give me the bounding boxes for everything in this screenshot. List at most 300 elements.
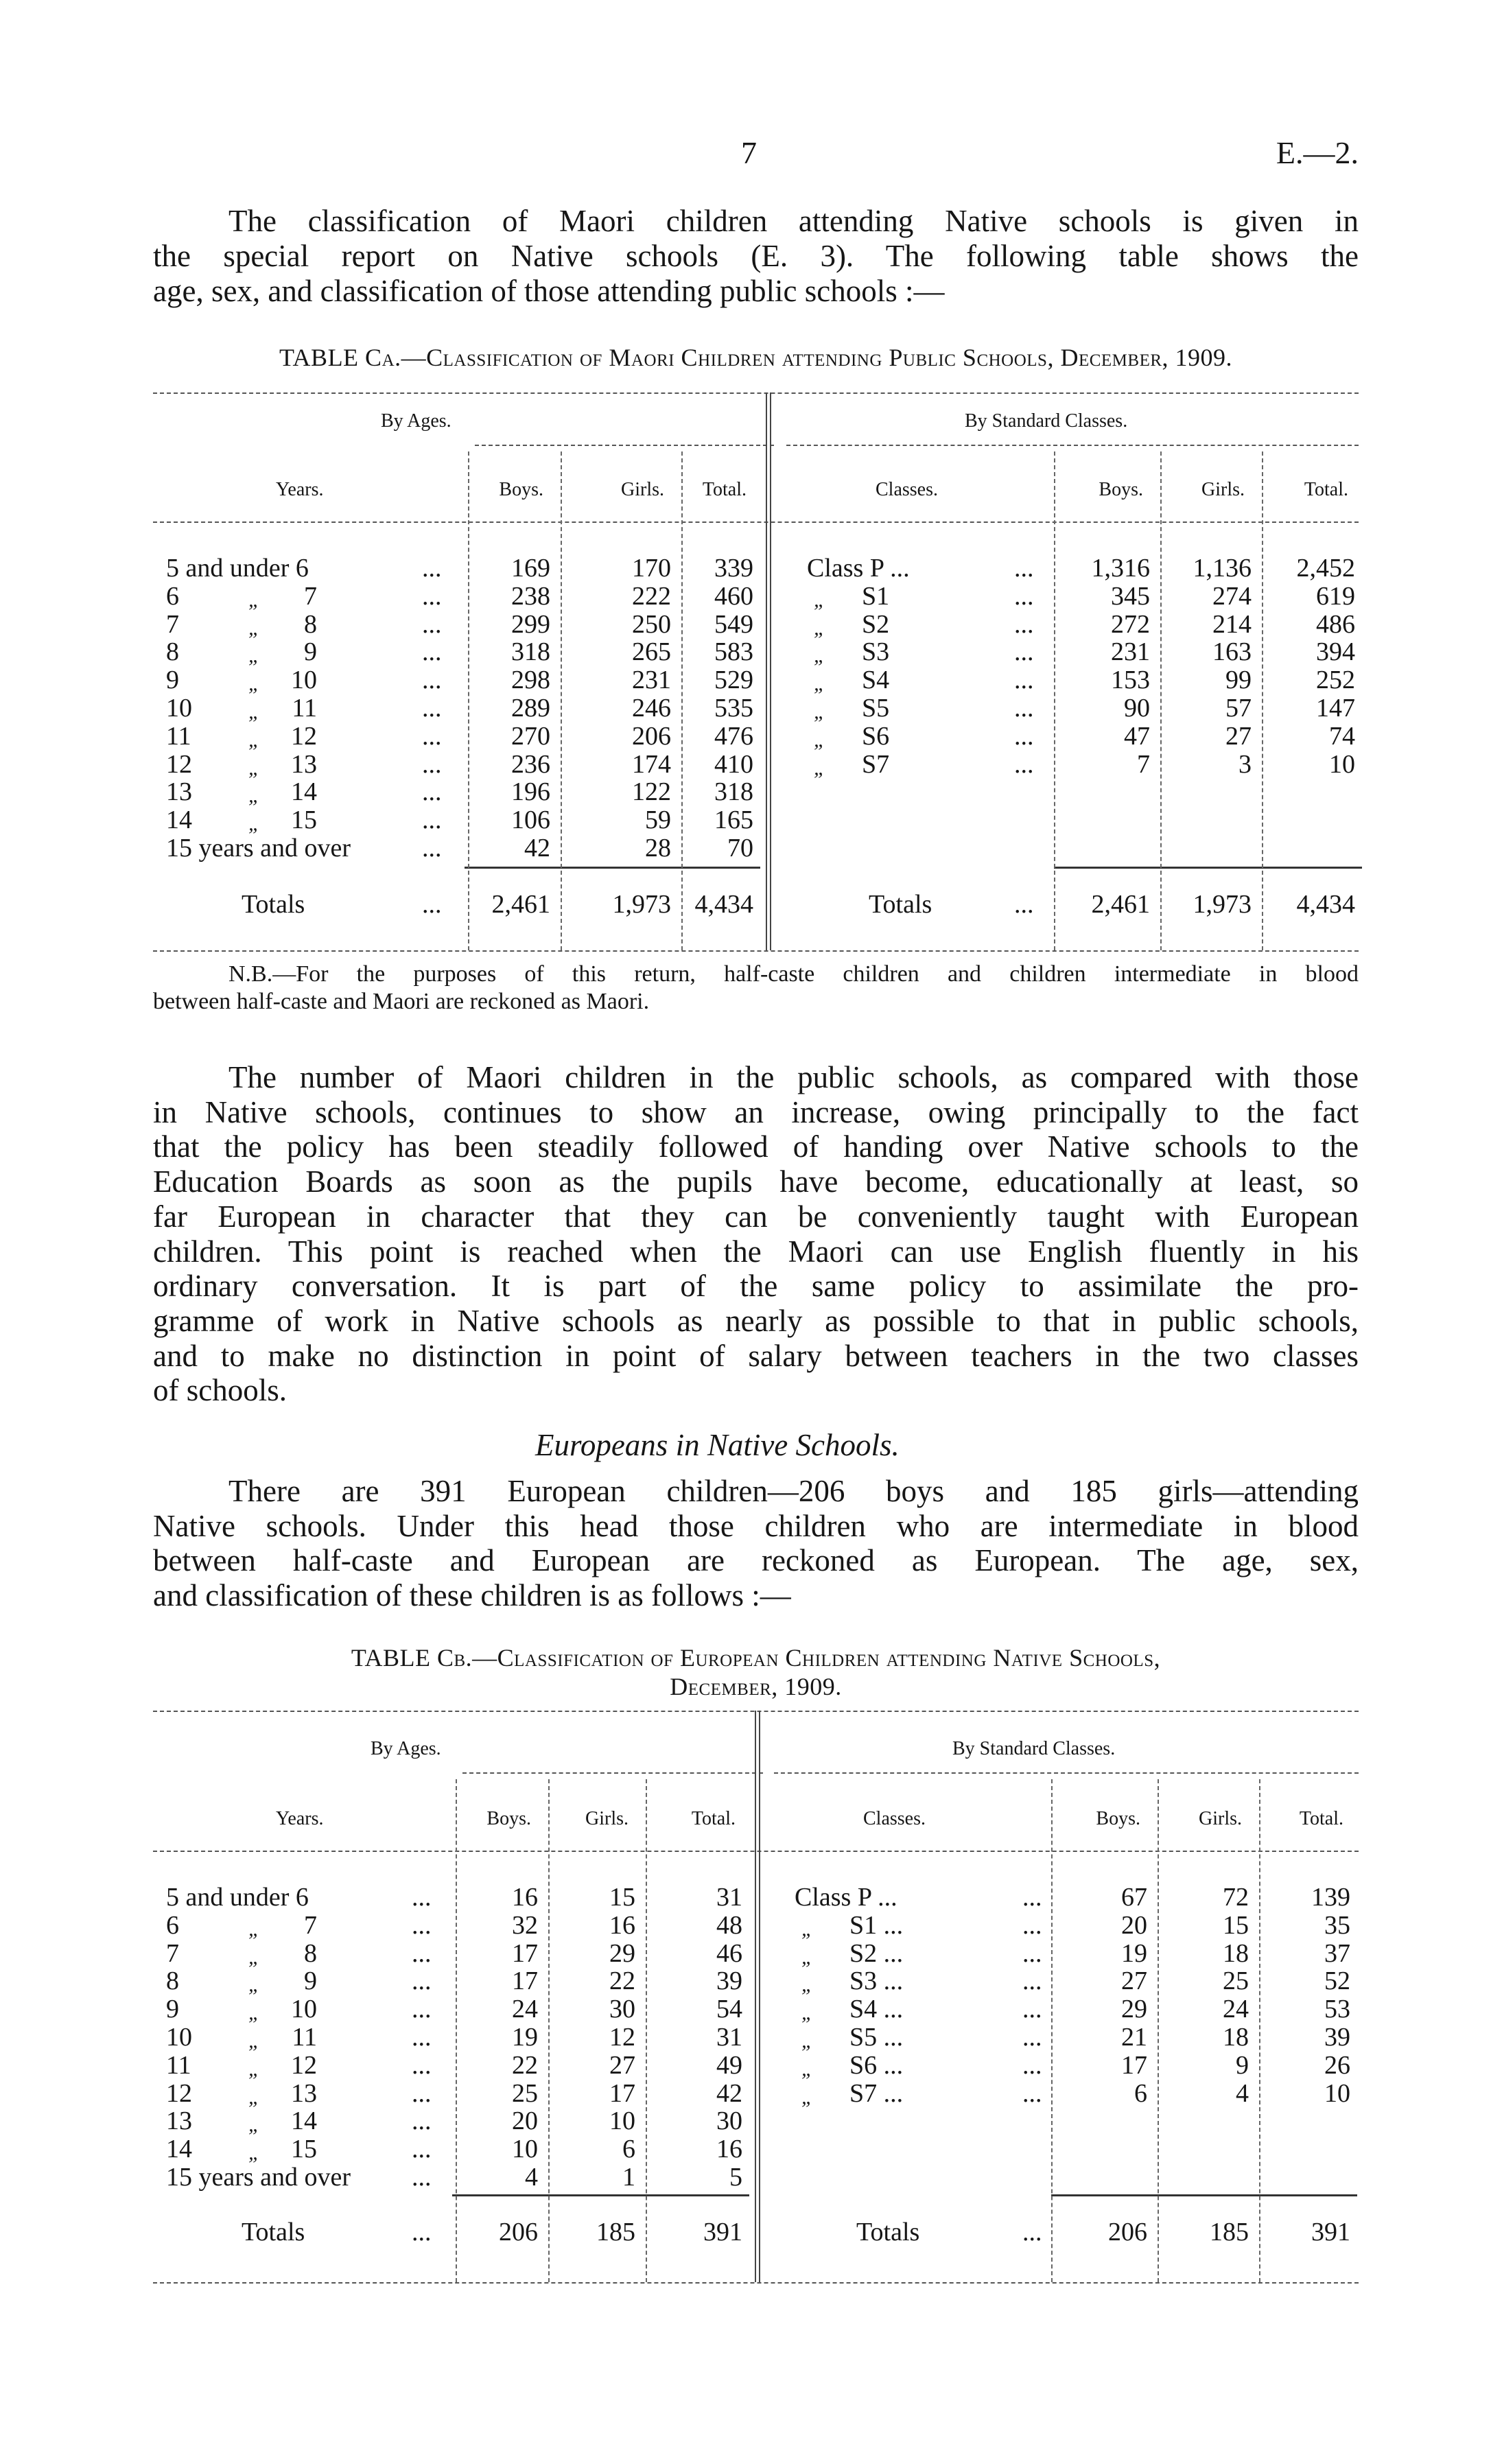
total-count: 583 xyxy=(714,637,753,667)
section-divider xyxy=(770,392,771,950)
girls-count: 265 xyxy=(632,637,671,667)
boys-count: 169 xyxy=(511,554,550,583)
ditto-mark: „ xyxy=(814,728,825,751)
leader-dots: ... xyxy=(1022,2023,1042,2052)
total-count: 339 xyxy=(714,554,753,583)
header-rule xyxy=(153,521,1359,523)
leader-dots: ... xyxy=(422,581,442,611)
girls-count: 231 xyxy=(632,666,671,695)
girls-count: 12 xyxy=(609,2023,635,2052)
years-from: 6 xyxy=(166,581,179,611)
maori-paragraph-line: that the policy has been steadily followed of handing over Native schools to the xyxy=(153,1129,1359,1164)
years-from: 11 xyxy=(166,2050,191,2080)
ditto-mark: „ xyxy=(801,1945,813,1969)
years-to: 14 xyxy=(291,777,317,807)
europeans-paragraph-line: There are 391 European children—206 boys and 185 girls—attending xyxy=(228,1474,1359,1508)
boys-count: 25 xyxy=(512,2078,538,2108)
girls-count: 274 xyxy=(1212,581,1252,611)
table-bottom-rule xyxy=(153,950,1359,952)
total-count: 619 xyxy=(1316,581,1355,611)
years-label: 15 years and over xyxy=(166,834,351,863)
class-label: S7 xyxy=(862,749,890,779)
boys-count: 270 xyxy=(511,721,550,751)
ditto-mark: „ xyxy=(248,784,260,808)
leader-dots: ... xyxy=(422,777,442,807)
boys-count: 318 xyxy=(511,637,550,667)
ditto-mark: „ xyxy=(814,644,825,668)
years-from: 13 xyxy=(166,2107,192,2136)
girls-count: 4 xyxy=(1236,2078,1249,2108)
years-to: 9 xyxy=(304,1967,317,1996)
boys-count: 16 xyxy=(512,1883,538,1912)
girls-count: 15 xyxy=(1223,1910,1249,1940)
intro-paragraph-line: the special report on Native schools (E. 3). The following table shows the xyxy=(153,239,1359,273)
column-divider xyxy=(1158,1779,1159,2282)
table-bottom-rule xyxy=(153,2282,1359,2284)
total-count: 54 xyxy=(716,1995,742,2024)
leader-dots: ... xyxy=(1022,2050,1042,2080)
column-divider xyxy=(1259,1779,1260,2282)
group-rule-right xyxy=(774,1772,1359,1774)
leader-dots: ... xyxy=(422,806,442,835)
girls-count: 30 xyxy=(609,1995,635,2024)
total-count: 70 xyxy=(727,834,753,863)
group-header-by-standard-classes: By Standard Classes. xyxy=(965,410,1128,432)
leader-dots: ... xyxy=(412,1995,432,2024)
europeans-paragraph-line: Native schools. Under this head those children who are intermediate in blood xyxy=(153,1508,1359,1543)
leader-dots: ... xyxy=(422,890,442,919)
boys-count: 7 xyxy=(1137,749,1150,779)
ditto-mark: „ xyxy=(814,672,825,696)
ditto-mark: „ xyxy=(248,672,260,696)
ditto-mark: „ xyxy=(248,1973,260,1997)
leader-dots: ... xyxy=(422,609,442,639)
years-to: 7 xyxy=(304,581,317,611)
total-count: 252 xyxy=(1316,666,1355,695)
class-label: S6 ... xyxy=(849,2050,904,2080)
years-to: 13 xyxy=(291,749,317,779)
leader-dots: ... xyxy=(412,2023,432,2052)
girls-count: 163 xyxy=(1212,637,1252,667)
ditto-mark: „ xyxy=(248,2002,260,2025)
column-header-total: Total. xyxy=(1299,1808,1343,1829)
ditto-mark: „ xyxy=(248,616,260,640)
total-count: 39 xyxy=(716,1967,742,1996)
column-header-years: Years. xyxy=(276,479,324,500)
girls-count: 18 xyxy=(1223,2023,1249,2052)
class-label: S3 xyxy=(862,637,890,667)
leader-dots: ... xyxy=(1022,1910,1042,1940)
girls-count: 57 xyxy=(1225,694,1252,723)
class-label: S5 xyxy=(862,694,890,723)
ditto-mark: „ xyxy=(801,1973,813,1997)
total-count: 37 xyxy=(1324,1938,1350,1968)
ditto-mark: „ xyxy=(801,1917,813,1940)
boys-count: 47 xyxy=(1124,721,1150,751)
leader-dots: ... xyxy=(422,694,442,723)
years-from: 14 xyxy=(166,806,192,835)
boys-count: 345 xyxy=(1111,581,1150,611)
totals-rule-right xyxy=(1051,2194,1357,2196)
total-count: 486 xyxy=(1316,609,1355,639)
table-caption: December, 1909. xyxy=(670,1673,842,1700)
leader-dots: ... xyxy=(1014,609,1034,639)
totals-label: Totals xyxy=(856,2218,920,2246)
boys-total: 206 xyxy=(499,2218,538,2246)
total-count: 460 xyxy=(714,581,753,611)
leader-dots: ... xyxy=(412,2107,432,2136)
class-label: S5 ... xyxy=(849,2023,904,2052)
total-count: 165 xyxy=(714,806,753,835)
total-count: 53 xyxy=(1324,1995,1350,2024)
total-count: 535 xyxy=(714,694,753,723)
boys-count: 24 xyxy=(512,1995,538,2024)
column-divider xyxy=(1160,451,1162,950)
total-count: 26 xyxy=(1324,2050,1350,2080)
girls-count: 1 xyxy=(622,2163,635,2192)
years-from: 10 xyxy=(166,2023,192,2052)
intro-paragraph-line: age, sex, and classification of those attending public schools :— xyxy=(153,274,945,308)
leader-dots: ... xyxy=(1022,1967,1042,1996)
ditto-mark: „ xyxy=(814,701,825,723)
group-rule-left xyxy=(462,1772,763,1774)
total-count: 5 xyxy=(729,2163,742,2192)
column-divider xyxy=(456,1779,457,2282)
class-label: Class P ... xyxy=(795,1883,897,1912)
ditto-mark: „ xyxy=(248,812,260,836)
girls-count: 170 xyxy=(632,554,671,583)
maori-paragraph-line: of schools. xyxy=(153,1373,287,1408)
boys-count: 231 xyxy=(1111,637,1150,667)
boys-total: 2,461 xyxy=(491,890,550,919)
boys-count: 10 xyxy=(512,2135,538,2164)
girls-count: 59 xyxy=(645,806,671,835)
leader-dots: ... xyxy=(1014,694,1034,723)
girls-count: 29 xyxy=(609,1938,635,1968)
column-divider xyxy=(681,451,683,950)
years-to: 12 xyxy=(291,2050,317,2080)
girls-count: 99 xyxy=(1225,666,1252,695)
leader-dots: ... xyxy=(1014,721,1034,751)
total-count: 52 xyxy=(1324,1967,1350,1996)
years-label: 5 and under 6 xyxy=(166,1883,309,1912)
leader-dots: ... xyxy=(412,2218,432,2246)
girls-count: 28 xyxy=(645,834,671,863)
column-header-girls: Girls. xyxy=(621,479,664,500)
boys-count: 289 xyxy=(511,694,550,723)
girls-count: 1,136 xyxy=(1193,554,1252,583)
years-from: 13 xyxy=(166,777,192,807)
column-divider xyxy=(1051,1779,1053,2282)
ditto-mark: „ xyxy=(248,701,260,723)
total-count: 48 xyxy=(716,1910,742,1940)
group-header-by-standard-classes: By Standard Classes. xyxy=(952,1738,1116,1759)
boys-total: 206 xyxy=(1108,2218,1147,2246)
boys-count: 238 xyxy=(511,581,550,611)
total-count: 10 xyxy=(1329,749,1355,779)
boys-count: 4 xyxy=(525,2163,538,2192)
girls-count: 122 xyxy=(632,777,671,807)
class-label: S4 xyxy=(862,666,890,695)
leader-dots: ... xyxy=(422,834,442,863)
totals-label: Totals xyxy=(242,2218,305,2246)
girls-count: 206 xyxy=(632,721,671,751)
girls-count: 72 xyxy=(1223,1883,1249,1912)
column-header-total: Total. xyxy=(1304,479,1348,500)
column-header-boys: Boys. xyxy=(486,1808,531,1829)
section-divider xyxy=(759,1711,760,2282)
ditto-mark: „ xyxy=(814,756,825,779)
total-count: 139 xyxy=(1311,1883,1350,1912)
leader-dots: ... xyxy=(412,1910,432,1940)
maori-paragraph-line: and to make no distinction in point of salary between teachers in the two classes xyxy=(153,1338,1359,1373)
total-count: 318 xyxy=(714,777,753,807)
maori-paragraph-line: Education Boards as soon as the pupils have become, educationally at least, so xyxy=(153,1164,1359,1199)
column-header-girls: Girls. xyxy=(585,1808,629,1829)
total-count: 31 xyxy=(716,1883,742,1912)
years-from: 14 xyxy=(166,2135,192,2164)
girls-count: 214 xyxy=(1212,609,1252,639)
boys-count: 299 xyxy=(511,609,550,639)
leader-dots: ... xyxy=(1022,1883,1042,1912)
total-count: 35 xyxy=(1324,1910,1350,1940)
boys-count: 29 xyxy=(1121,1995,1147,2024)
ditto-mark: „ xyxy=(248,1917,260,1940)
years-label: 5 and under 6 xyxy=(166,554,309,583)
boys-count: 67 xyxy=(1121,1883,1147,1912)
leader-dots: ... xyxy=(1014,581,1034,611)
girls-count: 17 xyxy=(609,2078,635,2108)
leader-dots: ... xyxy=(1014,554,1034,583)
ditto-mark: „ xyxy=(248,2057,260,2080)
totals-label: Totals xyxy=(869,890,932,919)
class-label: S1 xyxy=(862,581,890,611)
girls-count: 9 xyxy=(1236,2050,1249,2080)
section-heading: Europeans in Native Schools. xyxy=(535,1428,900,1462)
total-count: 16 xyxy=(716,2135,742,2164)
column-header-classes: Classes. xyxy=(863,1808,926,1829)
boys-count: 19 xyxy=(1121,1938,1147,1968)
leader-dots: ... xyxy=(412,2163,432,2192)
ditto-mark: „ xyxy=(248,1945,260,1969)
column-divider xyxy=(1262,451,1263,950)
boys-count: 17 xyxy=(512,1938,538,1968)
leader-dots: ... xyxy=(412,1938,432,1968)
girls-total: 1,973 xyxy=(1193,890,1252,919)
years-from: 9 xyxy=(166,1995,179,2024)
boys-count: 17 xyxy=(512,1967,538,1996)
years-to: 11 xyxy=(292,2023,317,2052)
total-count: 42 xyxy=(716,2078,742,2108)
leader-dots: ... xyxy=(1014,637,1034,667)
years-label: 15 years and over xyxy=(166,2163,351,2192)
ditto-mark: „ xyxy=(801,2002,813,2025)
ditto-mark: „ xyxy=(248,2142,260,2165)
leader-dots: ... xyxy=(412,2078,432,2108)
total-count: 2,452 xyxy=(1296,554,1355,583)
maori-paragraph-line: gramme of work in Native schools as nearly as possible to that in public schools, xyxy=(153,1303,1359,1338)
years-to: 8 xyxy=(304,1938,317,1968)
years-to: 12 xyxy=(291,721,317,751)
total-count: 39 xyxy=(1324,2023,1350,2052)
ditto-mark: „ xyxy=(248,644,260,668)
girls-count: 24 xyxy=(1223,1995,1249,2024)
years-to: 11 xyxy=(292,694,317,723)
boys-count: 236 xyxy=(511,749,550,779)
girls-count: 246 xyxy=(632,694,671,723)
class-label: Class P ... xyxy=(807,554,910,583)
leader-dots: ... xyxy=(1022,1938,1042,1968)
totals-label: Totals xyxy=(242,890,305,919)
boys-count: 90 xyxy=(1124,694,1150,723)
total-count: 46 xyxy=(716,1938,742,1968)
europeans-paragraph-line: and classification of these children is as follows :— xyxy=(153,1578,791,1613)
intro-paragraph-line: The classification of Maori children attending Native schools is given in xyxy=(228,204,1359,238)
ditto-mark: „ xyxy=(248,2113,260,2137)
leader-dots: ... xyxy=(412,2050,432,2080)
boys-count: 106 xyxy=(511,806,550,835)
maori-paragraph-line: far European in character that they can be conveniently taught with European xyxy=(153,1199,1359,1234)
years-to: 8 xyxy=(304,609,317,639)
grand-total: 391 xyxy=(1311,2218,1350,2246)
document-reference: E.—2. xyxy=(1276,135,1359,170)
boys-count: 298 xyxy=(511,666,550,695)
years-from: 12 xyxy=(166,2078,192,2108)
years-from: 9 xyxy=(166,666,179,695)
total-count: 476 xyxy=(714,721,753,751)
boys-count: 19 xyxy=(512,2023,538,2052)
leader-dots: ... xyxy=(412,1967,432,1996)
ditto-mark: „ xyxy=(801,2057,813,2080)
girls-count: 10 xyxy=(609,2107,635,2136)
column-divider xyxy=(548,1779,550,2282)
group-header-by-ages: By Ages. xyxy=(381,410,451,432)
leader-dots: ... xyxy=(1014,749,1034,779)
ditto-mark: „ xyxy=(248,2030,260,2052)
total-count: 410 xyxy=(714,749,753,779)
boys-count: 6 xyxy=(1134,2078,1147,2108)
leader-dots: ... xyxy=(1022,1995,1042,2024)
boys-count: 1,316 xyxy=(1091,554,1150,583)
years-to: 13 xyxy=(291,2078,317,2108)
boys-count: 42 xyxy=(524,834,550,863)
grand-total: 4,434 xyxy=(694,890,753,919)
ditto-mark: „ xyxy=(248,588,260,611)
ditto-mark: „ xyxy=(248,2085,260,2109)
leader-dots: ... xyxy=(1022,2078,1042,2108)
boys-count: 20 xyxy=(512,2107,538,2136)
column-divider xyxy=(561,451,562,950)
girls-count: 15 xyxy=(609,1883,635,1912)
group-rule-left xyxy=(475,445,774,446)
column-divider xyxy=(646,1779,647,2282)
boys-count: 272 xyxy=(1111,609,1150,639)
years-from: 8 xyxy=(166,637,179,667)
girls-count: 27 xyxy=(609,2050,635,2080)
ditto-mark: „ xyxy=(801,2085,813,2109)
total-count: 74 xyxy=(1329,721,1355,751)
years-to: 15 xyxy=(291,806,317,835)
leader-dots: ... xyxy=(422,554,442,583)
grand-total: 4,434 xyxy=(1296,890,1355,919)
leader-dots: ... xyxy=(422,721,442,751)
totals-rule-left xyxy=(452,2194,749,2196)
group-rule-right xyxy=(786,445,1359,446)
class-label: S1 ... xyxy=(849,1910,904,1940)
total-count: 31 xyxy=(716,2023,742,2052)
column-header-boys: Boys. xyxy=(499,479,543,500)
leader-dots: ... xyxy=(1014,666,1034,695)
boys-count: 196 xyxy=(511,777,550,807)
years-from: 8 xyxy=(166,1967,179,1996)
years-from: 11 xyxy=(166,721,191,751)
boys-count: 153 xyxy=(1111,666,1150,695)
column-header-years: Years. xyxy=(276,1808,324,1829)
years-to: 10 xyxy=(291,666,317,695)
years-from: 7 xyxy=(166,609,179,639)
leader-dots: ... xyxy=(1014,890,1034,919)
leader-dots: ... xyxy=(412,1883,432,1912)
years-to: 9 xyxy=(304,637,317,667)
class-label: S7 ... xyxy=(849,2078,904,2108)
europeans-paragraph-line: between half-caste and European are reckoned as European. The age, sex, xyxy=(153,1543,1359,1578)
girls-count: 250 xyxy=(632,609,671,639)
years-from: 7 xyxy=(166,1938,179,1968)
total-count: 394 xyxy=(1316,637,1355,667)
maori-paragraph-line: in Native schools, continues to show an increase, owing principally to the fact xyxy=(153,1094,1359,1129)
column-header-girls: Girls. xyxy=(1199,1808,1242,1829)
ditto-mark: „ xyxy=(248,728,260,751)
table-top-rule xyxy=(153,392,1359,394)
totals-rule-left xyxy=(465,867,760,869)
maori-paragraph-line: ordinary conversation. It is part of the same policy to assimilate the pro- xyxy=(153,1269,1359,1304)
ditto-mark: „ xyxy=(801,2030,813,2052)
total-count: 529 xyxy=(714,666,753,695)
leader-dots: ... xyxy=(412,2135,432,2164)
table-caption: TABLE Cb.—Classification of European Children attending Native Schools, xyxy=(351,1644,1161,1671)
maori-paragraph-line: The number of Maori children in the public schools, as compared with those xyxy=(228,1060,1359,1094)
group-header-by-ages: By Ages. xyxy=(371,1738,441,1759)
boys-count: 17 xyxy=(1121,2050,1147,2080)
girls-count: 18 xyxy=(1223,1938,1249,1968)
nb-note-line: between half-caste and Maori are reckoned as Maori. xyxy=(153,989,650,1014)
leader-dots: ... xyxy=(422,749,442,779)
column-header-boys: Boys. xyxy=(1099,479,1143,500)
years-to: 7 xyxy=(304,1910,317,1940)
total-count: 147 xyxy=(1316,694,1355,723)
total-count: 30 xyxy=(716,2107,742,2136)
boys-total: 2,461 xyxy=(1091,890,1150,919)
maori-paragraph-line: children. This point is reached when the Maori can use English fluently in his xyxy=(153,1234,1359,1269)
boys-count: 22 xyxy=(512,2050,538,2080)
boys-count: 21 xyxy=(1121,2023,1147,2052)
column-header-boys: Boys. xyxy=(1096,1808,1140,1829)
class-label: S3 ... xyxy=(849,1967,904,1996)
ditto-mark: „ xyxy=(248,756,260,779)
girls-total: 1,973 xyxy=(612,890,671,919)
page-number: 7 xyxy=(741,135,757,170)
ditto-mark: „ xyxy=(814,588,825,611)
leader-dots: ... xyxy=(1022,2218,1042,2246)
column-divider xyxy=(468,451,469,950)
years-from: 12 xyxy=(166,749,192,779)
total-count: 49 xyxy=(716,2050,742,2080)
totals-rule-right xyxy=(1054,867,1362,869)
years-to: 14 xyxy=(291,2107,317,2136)
section-divider xyxy=(755,1711,756,2282)
girls-total: 185 xyxy=(1210,2218,1249,2246)
nb-note-line: N.B.—For the purposes of this return, half-caste children and children intermediate in blood xyxy=(228,961,1359,987)
